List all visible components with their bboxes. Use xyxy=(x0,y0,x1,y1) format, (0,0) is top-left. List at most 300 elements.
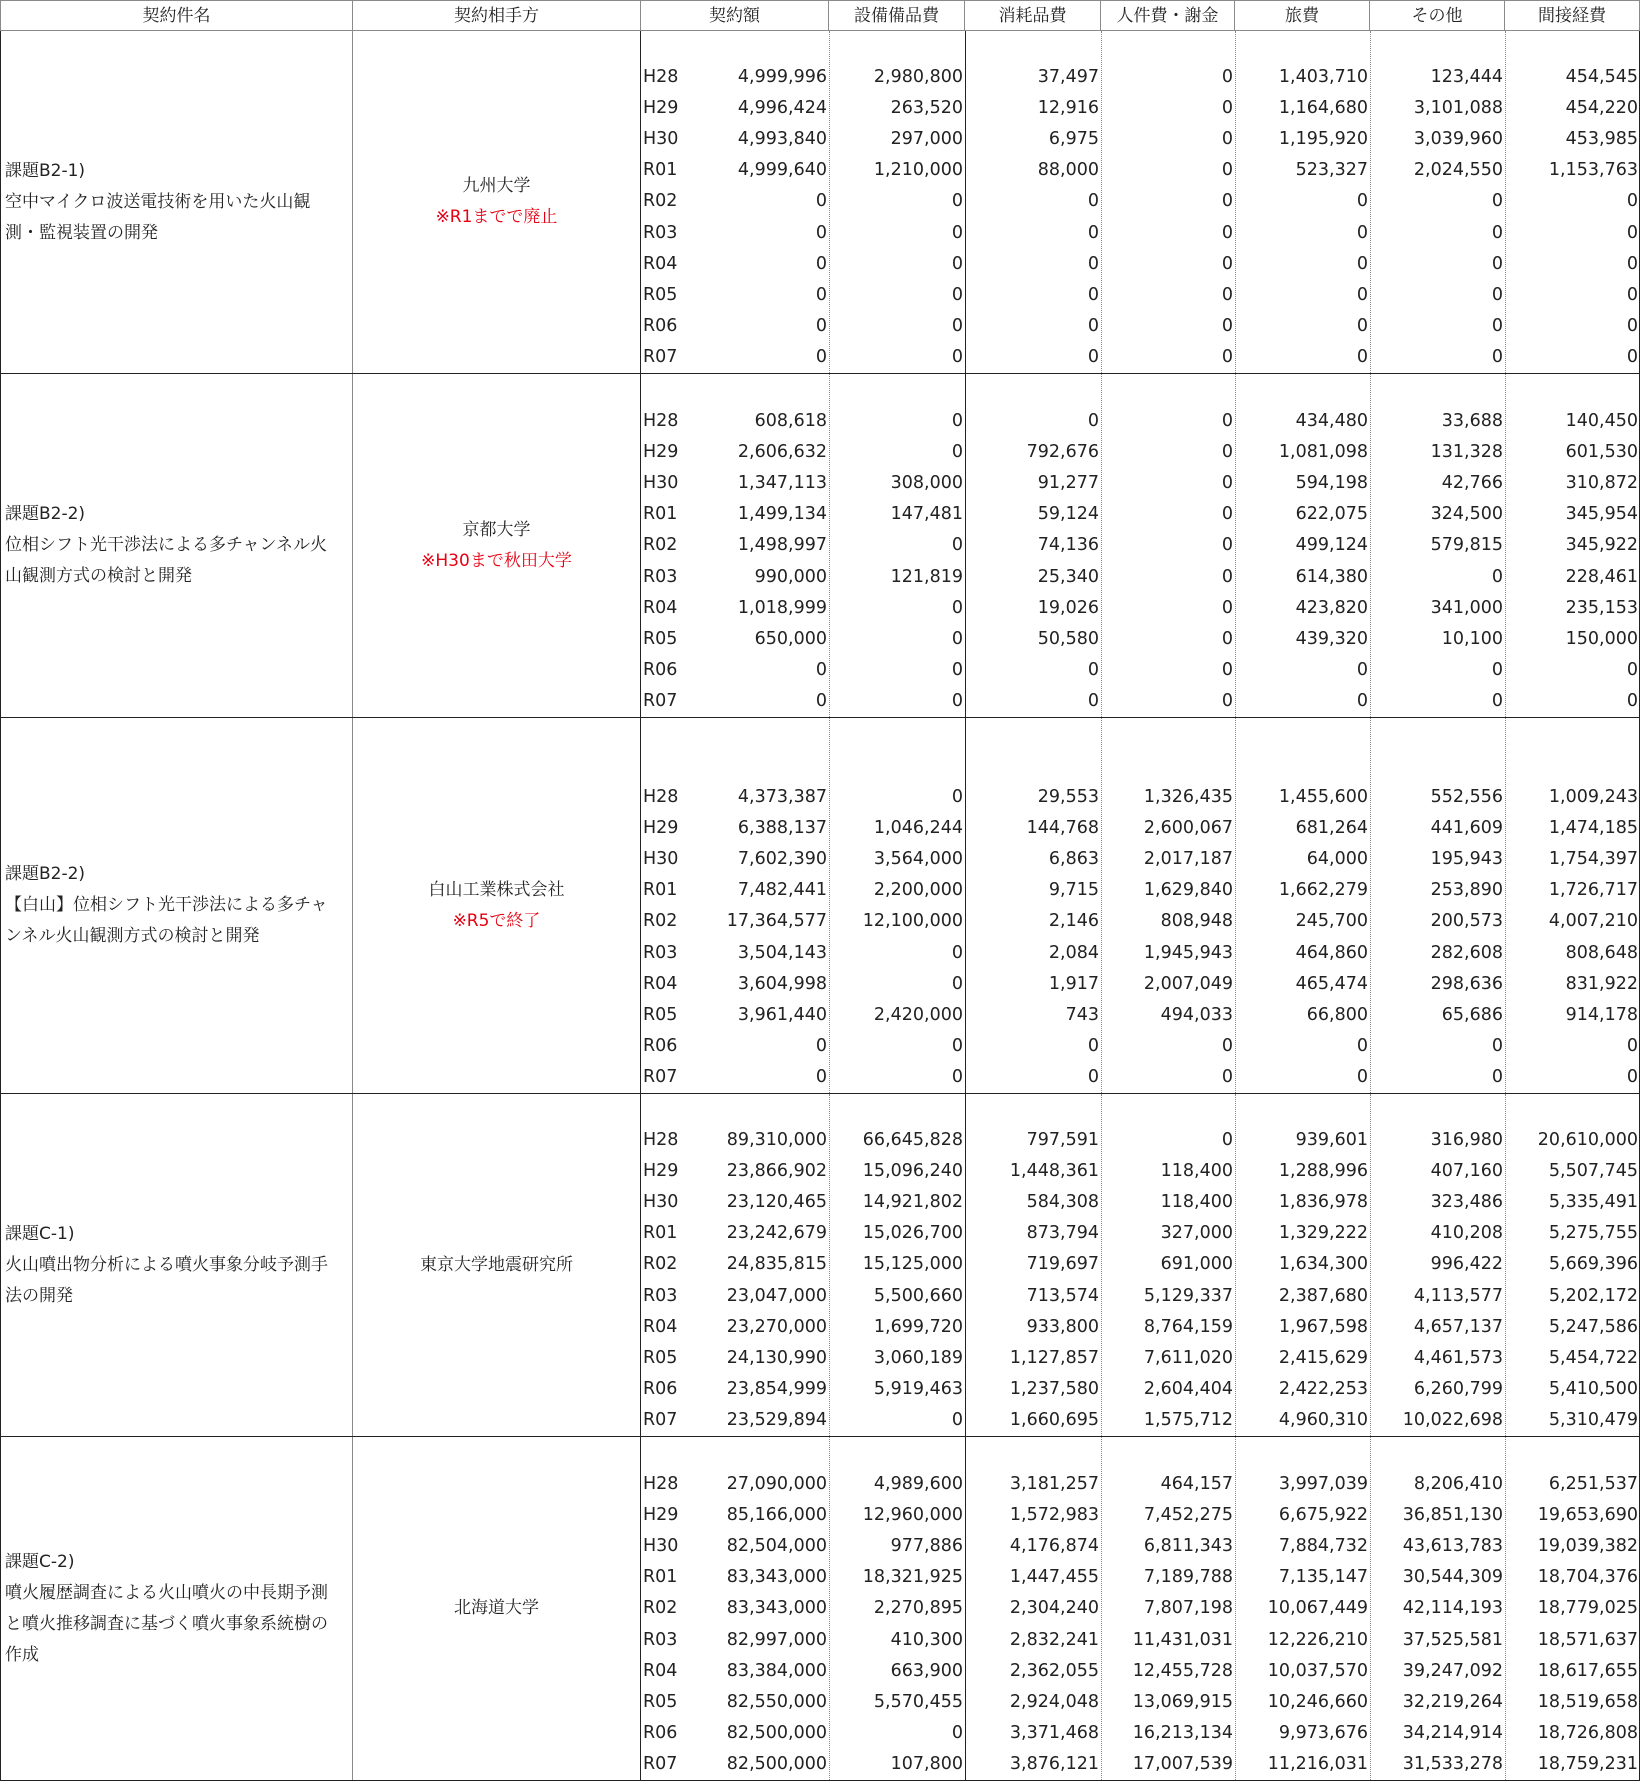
cell-travel: 0 xyxy=(1356,284,1368,305)
header-indirect: 間接経費 xyxy=(1505,0,1640,31)
cell-travel: 0 xyxy=(1356,1066,1368,1087)
cell-indirect: 5,310,479 xyxy=(1548,1409,1638,1430)
header-travel: 旅費 xyxy=(1235,0,1370,31)
fiscal-year: R04 xyxy=(643,253,678,274)
cell-travel: 0 xyxy=(1356,191,1368,212)
cell-equipment: 0 xyxy=(951,973,963,994)
cell-travel: 0 xyxy=(1356,253,1368,274)
cell-equipment: 2,200,000 xyxy=(873,880,963,901)
cell-indirect: 345,954 xyxy=(1565,504,1638,525)
table-row xyxy=(641,1374,1640,1405)
cell-other: 552,556 xyxy=(1430,787,1503,808)
cell-indirect: 5,669,396 xyxy=(1548,1254,1638,1275)
cell-other: 316,980 xyxy=(1430,1130,1503,1151)
table-row xyxy=(641,1625,1640,1656)
cell-consumables: 1,127,857 xyxy=(1009,1347,1099,1368)
cell-indirect: 5,202,172 xyxy=(1548,1285,1638,1306)
cell-indirect: 5,507,745 xyxy=(1548,1161,1638,1182)
table-row xyxy=(641,875,1640,906)
cell-equipment: 1,210,000 xyxy=(873,160,963,181)
cell-consumables: 29,553 xyxy=(1037,787,1099,808)
cell-consumables: 1,917 xyxy=(1048,973,1099,994)
cell-personnel: 1,326,435 xyxy=(1143,787,1233,808)
cell-travel: 10,037,570 xyxy=(1267,1660,1368,1681)
cell-amount: 4,993,840 xyxy=(737,129,827,150)
counterparty-cell xyxy=(353,1094,641,1436)
header-contract-name: 契約件名 xyxy=(0,0,353,31)
cell-personnel: 0 xyxy=(1221,346,1233,367)
year-rows xyxy=(641,718,1640,1093)
contract-title-line: 【白山】位相シフト光干渉法による多チャ xyxy=(5,895,328,915)
fiscal-year: R05 xyxy=(643,628,678,649)
cell-other: 39,247,092 xyxy=(1402,1660,1503,1681)
cell-other: 0 xyxy=(1491,191,1503,212)
cell-travel: 594,198 xyxy=(1295,473,1368,494)
cell-equipment: 3,564,000 xyxy=(873,849,963,870)
cell-travel: 439,320 xyxy=(1295,628,1368,649)
table-row xyxy=(641,437,1640,468)
fiscal-year: R07 xyxy=(643,690,678,711)
cell-other: 195,943 xyxy=(1430,849,1503,870)
fiscal-year: H28 xyxy=(643,67,679,88)
year-rows xyxy=(641,31,1640,373)
cell-amount: 0 xyxy=(815,191,827,212)
cell-consumables: 0 xyxy=(1087,346,1099,367)
cell-personnel: 0 xyxy=(1221,1066,1233,1087)
table-row xyxy=(641,1500,1640,1531)
cell-consumables: 0 xyxy=(1087,191,1099,212)
cell-equipment: 15,125,000 xyxy=(862,1254,963,1275)
cell-personnel: 0 xyxy=(1221,442,1233,463)
fiscal-year: H30 xyxy=(643,1536,679,1557)
cell-consumables: 2,832,241 xyxy=(1009,1629,1099,1650)
cell-consumables: 713,574 xyxy=(1026,1285,1099,1306)
cell-equipment: 2,270,895 xyxy=(873,1598,963,1619)
cell-indirect: 0 xyxy=(1626,284,1638,305)
cell-other: 2,024,550 xyxy=(1413,160,1503,181)
cell-amount: 82,504,000 xyxy=(726,1536,827,1557)
cell-amount: 4,996,424 xyxy=(737,98,827,119)
fiscal-year: R06 xyxy=(643,1722,678,1743)
fiscal-year: R01 xyxy=(643,880,678,901)
cell-personnel: 5,129,337 xyxy=(1143,1285,1233,1306)
cell-other: 0 xyxy=(1491,346,1503,367)
cell-personnel: 0 xyxy=(1221,597,1233,618)
cell-indirect: 19,653,690 xyxy=(1537,1505,1638,1526)
cell-personnel: 0 xyxy=(1221,284,1233,305)
cell-amount: 4,999,996 xyxy=(737,67,827,88)
cell-indirect: 0 xyxy=(1626,253,1638,274)
cell-other: 3,101,088 xyxy=(1413,98,1503,119)
table-row xyxy=(641,624,1640,655)
cell-equipment: 0 xyxy=(951,284,963,305)
cell-other: 65,686 xyxy=(1441,1004,1503,1025)
cell-indirect: 5,410,500 xyxy=(1548,1378,1638,1399)
contract-title xyxy=(1,1547,328,1671)
fiscal-year: H29 xyxy=(643,1505,679,1526)
counterparty-cell xyxy=(353,374,641,717)
cell-other: 33,688 xyxy=(1441,411,1503,432)
cell-indirect: 0 xyxy=(1626,346,1638,367)
cell-equipment: 147,481 xyxy=(890,504,963,525)
table-row xyxy=(641,938,1640,969)
cell-equipment: 410,300 xyxy=(890,1629,963,1650)
fiscal-year: R07 xyxy=(643,1753,678,1774)
cell-equipment: 66,645,828 xyxy=(862,1130,963,1151)
cell-consumables: 4,176,874 xyxy=(1009,1536,1099,1557)
cell-other: 42,766 xyxy=(1441,473,1503,494)
cell-amount: 89,310,000 xyxy=(726,1130,827,1151)
cell-amount: 1,018,999 xyxy=(737,597,827,618)
cell-other: 0 xyxy=(1491,222,1503,243)
cell-equipment: 0 xyxy=(951,1409,963,1430)
cell-indirect: 18,704,376 xyxy=(1537,1567,1638,1588)
cell-amount: 4,373,387 xyxy=(737,787,827,808)
table-row xyxy=(641,530,1640,561)
cell-equipment: 0 xyxy=(951,787,963,808)
cell-indirect: 831,922 xyxy=(1565,973,1638,994)
cell-other: 30,544,309 xyxy=(1402,1567,1503,1588)
cell-personnel: 0 xyxy=(1221,129,1233,150)
cell-travel: 939,601 xyxy=(1295,1130,1368,1151)
fiscal-year: R03 xyxy=(643,566,678,587)
cell-consumables: 6,975 xyxy=(1048,129,1099,150)
contract-title xyxy=(1,499,327,592)
cell-other: 3,039,960 xyxy=(1413,129,1503,150)
cell-travel: 465,474 xyxy=(1295,973,1368,994)
cell-indirect: 18,726,808 xyxy=(1537,1722,1638,1743)
cell-personnel: 0 xyxy=(1221,411,1233,432)
cell-other: 200,573 xyxy=(1430,911,1503,932)
cell-amount: 83,384,000 xyxy=(726,1660,827,1681)
cell-personnel: 0 xyxy=(1221,315,1233,336)
cell-personnel: 7,611,020 xyxy=(1143,1347,1233,1368)
cell-travel: 1,081,098 xyxy=(1278,442,1368,463)
fiscal-year: R05 xyxy=(643,1347,678,1368)
cell-consumables: 144,768 xyxy=(1026,818,1099,839)
fiscal-year: R01 xyxy=(643,160,678,181)
table-row xyxy=(641,342,1640,373)
cell-other: 0 xyxy=(1491,659,1503,680)
cell-amount: 23,529,894 xyxy=(726,1409,827,1430)
cell-other: 0 xyxy=(1491,690,1503,711)
cell-equipment: 15,096,240 xyxy=(862,1161,963,1182)
cell-amount: 23,242,679 xyxy=(726,1223,827,1244)
fiscal-year: H28 xyxy=(643,1130,679,1151)
table-row xyxy=(641,655,1640,686)
contract-title-line: 噴火履歴調査による火山噴火の中長期予測 xyxy=(5,1582,328,1603)
cell-personnel: 16,213,134 xyxy=(1132,1722,1233,1743)
cell-amount: 1,498,997 xyxy=(737,535,827,556)
cell-amount: 1,499,134 xyxy=(737,504,827,525)
counterparty-cell xyxy=(353,31,641,373)
cell-travel: 10,067,449 xyxy=(1267,1598,1368,1619)
cell-other: 324,500 xyxy=(1430,504,1503,525)
cell-equipment: 18,321,925 xyxy=(862,1567,963,1588)
cell-travel: 0 xyxy=(1356,690,1368,711)
cell-consumables: 0 xyxy=(1087,315,1099,336)
fiscal-year: R05 xyxy=(643,1691,678,1712)
cell-travel: 434,480 xyxy=(1295,411,1368,432)
counterparty-name: 京都大学 xyxy=(462,519,531,540)
cell-indirect: 808,648 xyxy=(1565,942,1638,963)
table-row xyxy=(641,1405,1640,1436)
cell-amount: 3,604,998 xyxy=(737,973,827,994)
fiscal-year: H29 xyxy=(643,98,679,119)
cell-amount: 608,618 xyxy=(754,411,827,432)
table-row xyxy=(641,562,1640,593)
cell-equipment: 2,420,000 xyxy=(873,1004,963,1025)
cell-other: 34,214,914 xyxy=(1402,1722,1503,1743)
cell-consumables: 0 xyxy=(1087,284,1099,305)
cell-other: 0 xyxy=(1491,284,1503,305)
cell-other: 4,461,573 xyxy=(1413,1347,1503,1368)
table-row xyxy=(641,969,1640,1000)
cell-personnel: 2,007,049 xyxy=(1143,973,1233,994)
contract-title-line: 課題C-1) xyxy=(5,1223,75,1244)
header-other: その他 xyxy=(1370,0,1505,31)
table-row xyxy=(641,686,1640,717)
cell-personnel: 7,189,788 xyxy=(1143,1567,1233,1588)
table-row xyxy=(641,124,1640,155)
cell-equipment: 308,000 xyxy=(890,473,963,494)
fiscal-year: R07 xyxy=(643,1409,678,1430)
cell-indirect: 4,007,210 xyxy=(1548,911,1638,932)
contract-title xyxy=(1,156,310,249)
table-row xyxy=(641,906,1640,937)
cell-consumables: 2,362,055 xyxy=(1009,1660,1099,1681)
cell-indirect: 0 xyxy=(1626,222,1638,243)
contract-title-line: 位相シフト光干渉法による多チャンネル火 xyxy=(5,535,327,555)
cell-amount: 83,343,000 xyxy=(726,1567,827,1588)
cell-personnel: 118,400 xyxy=(1160,1192,1233,1213)
cell-other: 42,114,193 xyxy=(1402,1598,1503,1619)
cell-amount: 24,835,815 xyxy=(726,1254,827,1275)
cell-equipment: 0 xyxy=(951,1035,963,1056)
table-row xyxy=(641,1249,1640,1280)
cell-indirect: 310,872 xyxy=(1565,473,1638,494)
cell-indirect: 18,519,658 xyxy=(1537,1691,1638,1712)
contract-title-line: 空中マイクロ波送電技術を用いた火山観 xyxy=(5,191,311,212)
table-row xyxy=(641,1749,1640,1780)
cell-consumables: 797,591 xyxy=(1026,1130,1099,1151)
cell-amount: 2,606,632 xyxy=(737,442,827,463)
cell-consumables: 2,084 xyxy=(1048,942,1099,963)
cell-equipment: 4,989,600 xyxy=(873,1474,963,1495)
cell-amount: 23,120,465 xyxy=(726,1192,827,1213)
cell-personnel: 2,600,067 xyxy=(1143,818,1233,839)
table-row xyxy=(641,1531,1640,1562)
table-row xyxy=(641,782,1640,813)
cell-consumables: 1,572,983 xyxy=(1009,1505,1099,1526)
cell-consumables: 2,146 xyxy=(1048,911,1099,932)
cell-indirect: 0 xyxy=(1626,659,1638,680)
cell-other: 298,636 xyxy=(1430,973,1503,994)
cell-equipment: 0 xyxy=(951,253,963,274)
cell-indirect: 140,450 xyxy=(1565,411,1638,432)
table-row xyxy=(641,844,1640,875)
cell-personnel: 0 xyxy=(1221,473,1233,494)
cell-travel: 0 xyxy=(1356,346,1368,367)
cell-personnel: 0 xyxy=(1221,659,1233,680)
cell-amount: 1,347,113 xyxy=(737,473,827,494)
cell-amount: 17,364,577 xyxy=(726,911,827,932)
cell-consumables: 1,447,455 xyxy=(1009,1567,1099,1588)
cell-equipment: 663,900 xyxy=(890,1660,963,1681)
cell-other: 0 xyxy=(1491,315,1503,336)
cell-indirect: 5,247,586 xyxy=(1548,1316,1638,1337)
cell-equipment: 121,819 xyxy=(890,566,963,587)
table-row xyxy=(641,593,1640,624)
cell-indirect: 1,153,763 xyxy=(1548,160,1638,181)
cell-indirect: 5,454,722 xyxy=(1548,1347,1638,1368)
cell-consumables: 933,800 xyxy=(1026,1316,1099,1337)
cell-indirect: 453,985 xyxy=(1565,129,1638,150)
cell-consumables: 25,340 xyxy=(1037,566,1099,587)
cell-consumables: 50,580 xyxy=(1037,628,1099,649)
contract-title-line: 課題B2-2) xyxy=(5,864,86,884)
fiscal-year: R02 xyxy=(643,1598,678,1619)
cell-other: 0 xyxy=(1491,1035,1503,1056)
cell-travel: 10,246,660 xyxy=(1267,1691,1368,1712)
contract-title-line: 測・監視装置の開発 xyxy=(5,222,158,243)
fiscal-year: R02 xyxy=(643,535,678,556)
cell-personnel: 494,033 xyxy=(1160,1004,1233,1025)
year-rows xyxy=(641,1437,1640,1780)
fiscal-year: R03 xyxy=(643,222,678,243)
cell-amount: 0 xyxy=(815,1066,827,1087)
cell-travel: 1,455,600 xyxy=(1278,787,1368,808)
cell-consumables: 6,863 xyxy=(1048,849,1099,870)
cell-amount: 7,482,441 xyxy=(737,880,827,901)
counterparty-name: 東京大学地震研究所 xyxy=(420,1254,573,1275)
table-row xyxy=(641,1656,1640,1687)
cell-amount: 82,500,000 xyxy=(726,1753,827,1774)
cell-travel: 614,380 xyxy=(1295,566,1368,587)
cell-travel: 64,000 xyxy=(1306,849,1368,870)
cell-consumables: 88,000 xyxy=(1037,160,1099,181)
fiscal-year: R04 xyxy=(643,1660,678,1681)
cell-consumables: 1,660,695 xyxy=(1009,1409,1099,1430)
contract-block xyxy=(0,374,1640,718)
cell-travel: 1,195,920 xyxy=(1278,129,1368,150)
cell-equipment: 977,886 xyxy=(890,1536,963,1557)
fiscal-year: H29 xyxy=(643,1161,679,1182)
cell-indirect: 1,754,397 xyxy=(1548,849,1638,870)
contract-title-line: 課題C-2) xyxy=(5,1551,75,1572)
table-row xyxy=(641,1218,1640,1249)
cell-equipment: 0 xyxy=(951,315,963,336)
fiscal-year: R02 xyxy=(643,191,678,212)
cell-consumables: 74,136 xyxy=(1037,535,1099,556)
cell-amount: 0 xyxy=(815,222,827,243)
cell-equipment: 0 xyxy=(951,628,963,649)
cell-consumables: 2,924,048 xyxy=(1009,1691,1099,1712)
header-counterparty: 契約相手方 xyxy=(353,0,641,31)
fiscal-year: R07 xyxy=(643,1066,678,1087)
cell-amount: 0 xyxy=(815,253,827,274)
contract-title-cell xyxy=(0,1437,353,1780)
cell-indirect: 18,571,637 xyxy=(1537,1629,1638,1650)
cell-personnel: 0 xyxy=(1221,628,1233,649)
cell-travel: 622,075 xyxy=(1295,504,1368,525)
cell-consumables: 0 xyxy=(1087,1035,1099,1056)
fiscal-year: H30 xyxy=(643,1192,679,1213)
contract-title-line: と噴火推移調査に基づく噴火事象系統樹の xyxy=(5,1613,328,1634)
cell-other: 43,613,783 xyxy=(1402,1536,1503,1557)
cell-equipment: 5,570,455 xyxy=(873,1691,963,1712)
cell-indirect: 18,759,231 xyxy=(1537,1753,1638,1774)
contract-block xyxy=(0,718,1640,1094)
cell-other: 4,113,577 xyxy=(1413,1285,1503,1306)
cell-personnel: 0 xyxy=(1221,67,1233,88)
contract-title-cell xyxy=(0,718,353,1093)
cell-travel: 12,226,210 xyxy=(1267,1629,1368,1650)
cell-other: 37,525,581 xyxy=(1402,1629,1503,1650)
fiscal-year: H28 xyxy=(643,787,679,808)
cell-personnel: 7,452,275 xyxy=(1143,1505,1233,1526)
cell-travel: 9,973,676 xyxy=(1278,1722,1368,1743)
header-personnel: 人件費・謝金 xyxy=(1101,0,1235,31)
cell-other: 123,444 xyxy=(1430,67,1503,88)
table-row xyxy=(641,1718,1640,1749)
cell-personnel: 17,007,539 xyxy=(1132,1753,1233,1774)
fiscal-year: R04 xyxy=(643,597,678,618)
cell-personnel: 0 xyxy=(1221,253,1233,274)
cell-other: 0 xyxy=(1491,1066,1503,1087)
cell-indirect: 19,039,382 xyxy=(1537,1536,1638,1557)
cell-equipment: 297,000 xyxy=(890,129,963,150)
cell-consumables: 3,181,257 xyxy=(1009,1474,1099,1495)
cell-consumables: 719,697 xyxy=(1026,1254,1099,1275)
cell-amount: 23,854,999 xyxy=(726,1378,827,1399)
cell-equipment: 0 xyxy=(951,942,963,963)
fiscal-year: R04 xyxy=(643,973,678,994)
year-rows xyxy=(641,1094,1640,1436)
contract-title-cell xyxy=(0,374,353,717)
cell-personnel: 1,945,943 xyxy=(1143,942,1233,963)
cell-personnel: 0 xyxy=(1221,1035,1233,1056)
cell-travel: 1,836,978 xyxy=(1278,1192,1368,1213)
contract-block xyxy=(0,1437,1640,1781)
cell-indirect: 0 xyxy=(1626,690,1638,711)
cell-amount: 3,504,143 xyxy=(737,942,827,963)
contract-title-line: 山観測方式の検討と開発 xyxy=(5,566,192,586)
cell-other: 10,100 xyxy=(1441,628,1503,649)
cell-travel: 245,700 xyxy=(1295,911,1368,932)
cell-personnel: 2,017,187 xyxy=(1143,849,1233,870)
cell-amount: 82,997,000 xyxy=(726,1629,827,1650)
cell-travel: 1,403,710 xyxy=(1278,67,1368,88)
cell-equipment: 107,800 xyxy=(890,1753,963,1774)
cell-amount: 0 xyxy=(815,659,827,680)
cell-travel: 0 xyxy=(1356,222,1368,243)
table-row xyxy=(641,1000,1640,1031)
cell-travel: 523,327 xyxy=(1295,160,1368,181)
cell-personnel: 1,629,840 xyxy=(1143,880,1233,901)
table-row xyxy=(641,62,1640,93)
cell-travel: 1,288,996 xyxy=(1278,1161,1368,1182)
cell-consumables: 0 xyxy=(1087,690,1099,711)
cell-equipment: 0 xyxy=(951,191,963,212)
cell-equipment: 3,060,189 xyxy=(873,1347,963,1368)
cell-equipment: 1,699,720 xyxy=(873,1316,963,1337)
cell-indirect: 228,461 xyxy=(1565,566,1638,587)
cell-personnel: 0 xyxy=(1221,222,1233,243)
cell-amount: 990,000 xyxy=(754,566,827,587)
table-row xyxy=(641,218,1640,249)
cell-amount: 83,343,000 xyxy=(726,1598,827,1619)
